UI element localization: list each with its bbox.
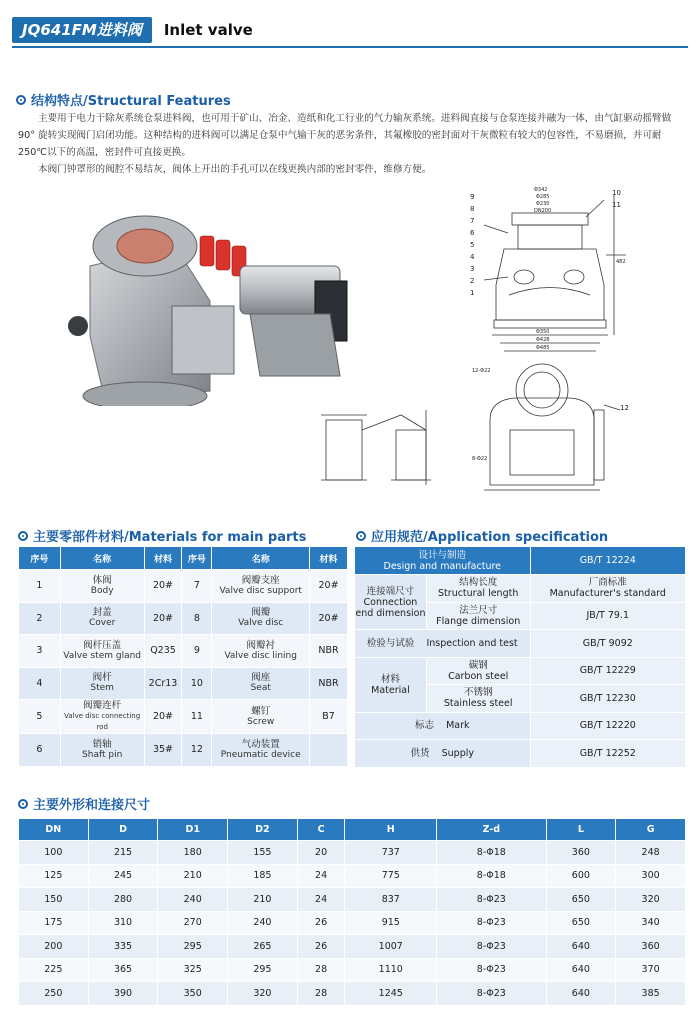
table-row xyxy=(19,841,686,865)
table-cell: 295 xyxy=(228,958,298,982)
application-heading: 应用规范/Application specification xyxy=(356,526,608,545)
col-header: DN xyxy=(19,819,89,841)
col-header: 材料 xyxy=(310,547,348,570)
table-cell: 240 xyxy=(228,911,298,935)
col-header: D xyxy=(88,819,158,841)
structure-paragraph-2: 本阀门钟罩形的阀腔不易结灰，阀体上开出的手孔可以在线更换内部的密封零件，维修方便。 xyxy=(38,164,432,175)
table-row: 2 封盖 Cover 20# 8 阀瓣 Valve disc 20# xyxy=(19,602,348,635)
dim-bottom-1: Φ350 xyxy=(536,329,550,335)
product-name-en: Inlet valve xyxy=(163,21,253,39)
table-cell: 1245 xyxy=(345,982,437,1006)
table-cell: 335 xyxy=(88,935,158,959)
dim-bottom-3: Φ485 xyxy=(536,345,550,351)
bolt-label-1: 12-Φ22 xyxy=(472,368,491,374)
table-row: 检验与试验 Inspection and test GB/T 9092 xyxy=(355,630,686,658)
title-bar xyxy=(12,16,253,44)
callout-12: 12 xyxy=(620,404,629,412)
table-row xyxy=(19,864,686,888)
table-cell: 360 xyxy=(616,935,686,959)
bullet-icon xyxy=(356,531,366,541)
product-model: JQ641FM进料阀 xyxy=(12,17,152,43)
table-cell: 365 xyxy=(88,958,158,982)
table-cell: 100 xyxy=(19,841,89,865)
application-table xyxy=(354,546,686,768)
table-cell: 200 xyxy=(19,935,89,959)
callout-4: 4 xyxy=(470,253,475,261)
table-cell: 8-Φ23 xyxy=(437,935,546,959)
table-cell: 390 xyxy=(88,982,158,1006)
table-cell: 775 xyxy=(345,864,437,888)
table-cell: 8-Φ18 xyxy=(437,841,546,865)
table-cell: 155 xyxy=(228,841,298,865)
table-row: 1 体阀 Body 20# 7 阀瓣支座 Valve disc support 20# xyxy=(19,570,348,603)
title-divider xyxy=(12,46,688,48)
table-cell: 640 xyxy=(546,982,616,1006)
table-cell: 210 xyxy=(228,888,298,912)
table-cell: 300 xyxy=(616,864,686,888)
col-header: 序号 xyxy=(182,547,212,570)
table-cell: 26 xyxy=(297,911,345,935)
table-cell: 650 xyxy=(546,888,616,912)
table-cell: 125 xyxy=(19,864,89,888)
table-row: 供货 Supply GB/T 12252 xyxy=(355,740,686,768)
col-header: D1 xyxy=(158,819,228,841)
col-header: C xyxy=(297,819,345,841)
table-cell: 180 xyxy=(158,841,228,865)
table-row: 6 销轴 Shaft pin 35# 12 气动装置 Pneumatic device xyxy=(19,734,348,767)
bullet-icon xyxy=(18,531,28,541)
dimensions-header-row xyxy=(19,819,686,841)
col-header: Z-d xyxy=(437,819,546,841)
bullet-icon xyxy=(16,95,26,105)
bullet-icon xyxy=(18,799,28,809)
table-cell: 737 xyxy=(345,841,437,865)
dim-height: 482 xyxy=(616,259,626,265)
table-cell: 210 xyxy=(158,864,228,888)
table-row: 材料 Material 碳钢 Carbon steel GB/T 12229 xyxy=(355,657,686,685)
table-cell: 8-Φ23 xyxy=(437,888,546,912)
table-cell: 650 xyxy=(546,911,616,935)
dimensions-body xyxy=(19,841,686,1006)
table-row: 3 阀杆压盖 Valve stem gland Q235 9 阀瓣衬 Valve disc lining NBR xyxy=(19,635,348,668)
table-cell: 640 xyxy=(546,935,616,959)
table-cell: 28 xyxy=(297,982,345,1006)
table-cell: 24 xyxy=(297,864,345,888)
col-header: D2 xyxy=(228,819,298,841)
table-cell: 310 xyxy=(88,911,158,935)
table-cell: 250 xyxy=(19,982,89,1006)
dim-top-2: Φ285 xyxy=(536,194,550,200)
table-cell: 325 xyxy=(158,958,228,982)
callout-8: 8 xyxy=(470,205,475,213)
table-row: 不锈钢 Stainless steel GB/T 12230 xyxy=(355,685,686,713)
table-cell: 295 xyxy=(158,935,228,959)
col-header: G xyxy=(616,819,686,841)
col-header: 序号 xyxy=(19,547,61,570)
col-header: L xyxy=(546,819,616,841)
table-cell: 26 xyxy=(297,935,345,959)
table-cell: 175 xyxy=(19,911,89,935)
dimensions-heading: 主要外形和连接尺寸 xyxy=(18,794,150,813)
dimensions-table xyxy=(18,818,686,1006)
table-row: 4 阀杆 Stem 2Cr13 10 阀座 Seat NBR xyxy=(19,667,348,700)
bolt-label-2: 8-Φ22 xyxy=(472,456,488,462)
table-cell: 24 xyxy=(297,888,345,912)
callout-5: 5 xyxy=(470,241,475,249)
structure-heading: 结构特点/Structural Features xyxy=(16,90,231,109)
table-row: 法兰尺寸 Flange dimension JB/T 79.1 xyxy=(355,602,686,630)
table-cell: 248 xyxy=(616,841,686,865)
callout-1: 1 xyxy=(470,289,475,297)
table-cell: 600 xyxy=(546,864,616,888)
col-header: 材料 xyxy=(144,547,182,570)
table-cell: 350 xyxy=(158,982,228,1006)
dim-bottom-2: Φ428 xyxy=(536,337,550,343)
table-row xyxy=(19,958,686,982)
table-cell: 8-Φ23 xyxy=(437,958,546,982)
table-row xyxy=(19,911,686,935)
dim-top-1: Φ342 xyxy=(534,187,548,193)
dim-top-4: DN200 xyxy=(534,208,552,214)
callout-9: 9 xyxy=(470,193,475,201)
col-header: 名称 xyxy=(212,547,310,570)
table-cell: 915 xyxy=(345,911,437,935)
table-row: 连接端尺寸 Connection end dimension 结构长度 Structural length 厂商标准 Manufacturer's standard xyxy=(355,575,686,603)
table-row xyxy=(19,982,686,1006)
callout-10: 10 xyxy=(612,189,621,197)
table-cell: 640 xyxy=(546,958,616,982)
table-row xyxy=(19,935,686,959)
table-cell: 225 xyxy=(19,958,89,982)
structure-paragraph-1: 主要用于电力干除灰系统仓泵进料阀，也可用于矿山、冶金、造纸和化工行业的气力输灰系统。进料阀直接与仓泵连接并融为一体，由气缸驱动摇臂做90° 旋转实现阀门启闭功能。这种结构的进料阀可以满足仓泵中气输干灰的恶劣条件，其氟橡胶的密封面对干灰微粒有较大的包容性，不易磨损，并可耐250℃以下的高温，密封件可直接更换。 xyxy=(18,113,672,158)
table-cell: 1110 xyxy=(345,958,437,982)
callout-6: 6 xyxy=(470,229,475,237)
table-cell: 385 xyxy=(616,982,686,1006)
table-cell: 270 xyxy=(158,911,228,935)
table-cell: 8-Φ23 xyxy=(437,982,546,1006)
table-cell: 8-Φ18 xyxy=(437,864,546,888)
table-cell: 340 xyxy=(616,911,686,935)
side-view-drawing xyxy=(316,390,448,494)
callout-11: 11 xyxy=(612,201,621,209)
table-cell: 1007 xyxy=(345,935,437,959)
section-drawing xyxy=(464,185,630,353)
col-header: 名称 xyxy=(60,547,144,570)
table-cell: 837 xyxy=(345,888,437,912)
table-cell: 280 xyxy=(88,888,158,912)
table-cell: 370 xyxy=(616,958,686,982)
dim-top-3: Φ230 xyxy=(536,201,550,207)
table-row: 设计与制造 Design and manufacture GB/T 12224 xyxy=(355,547,686,575)
table-row: 标志 Mark GB/T 12220 xyxy=(355,712,686,740)
top-view-drawing xyxy=(470,360,636,510)
table-cell: 265 xyxy=(228,935,298,959)
materials-header-row xyxy=(19,547,348,570)
valve-photo xyxy=(60,206,350,406)
table-cell: 320 xyxy=(228,982,298,1006)
table-cell: 150 xyxy=(19,888,89,912)
table-cell: 240 xyxy=(158,888,228,912)
table-row xyxy=(19,888,686,912)
callout-2: 2 xyxy=(470,277,475,285)
table-cell: 360 xyxy=(546,841,616,865)
materials-heading: 主要零部件材料/Materials for main parts xyxy=(18,526,306,545)
callout-7: 7 xyxy=(470,217,475,225)
table-cell: 185 xyxy=(228,864,298,888)
table-cell: 20 xyxy=(297,841,345,865)
table-cell: 8-Φ23 xyxy=(437,911,546,935)
materials-table xyxy=(18,546,348,767)
table-cell: 215 xyxy=(88,841,158,865)
table-cell: 28 xyxy=(297,958,345,982)
table-row: 5 阀瓣连杆 Valve disc connecting rod 20# 11 螺钉 Screw B7 xyxy=(19,700,348,734)
table-cell: 245 xyxy=(88,864,158,888)
table-cell: 320 xyxy=(616,888,686,912)
callout-3: 3 xyxy=(470,265,475,273)
col-header: H xyxy=(345,819,437,841)
